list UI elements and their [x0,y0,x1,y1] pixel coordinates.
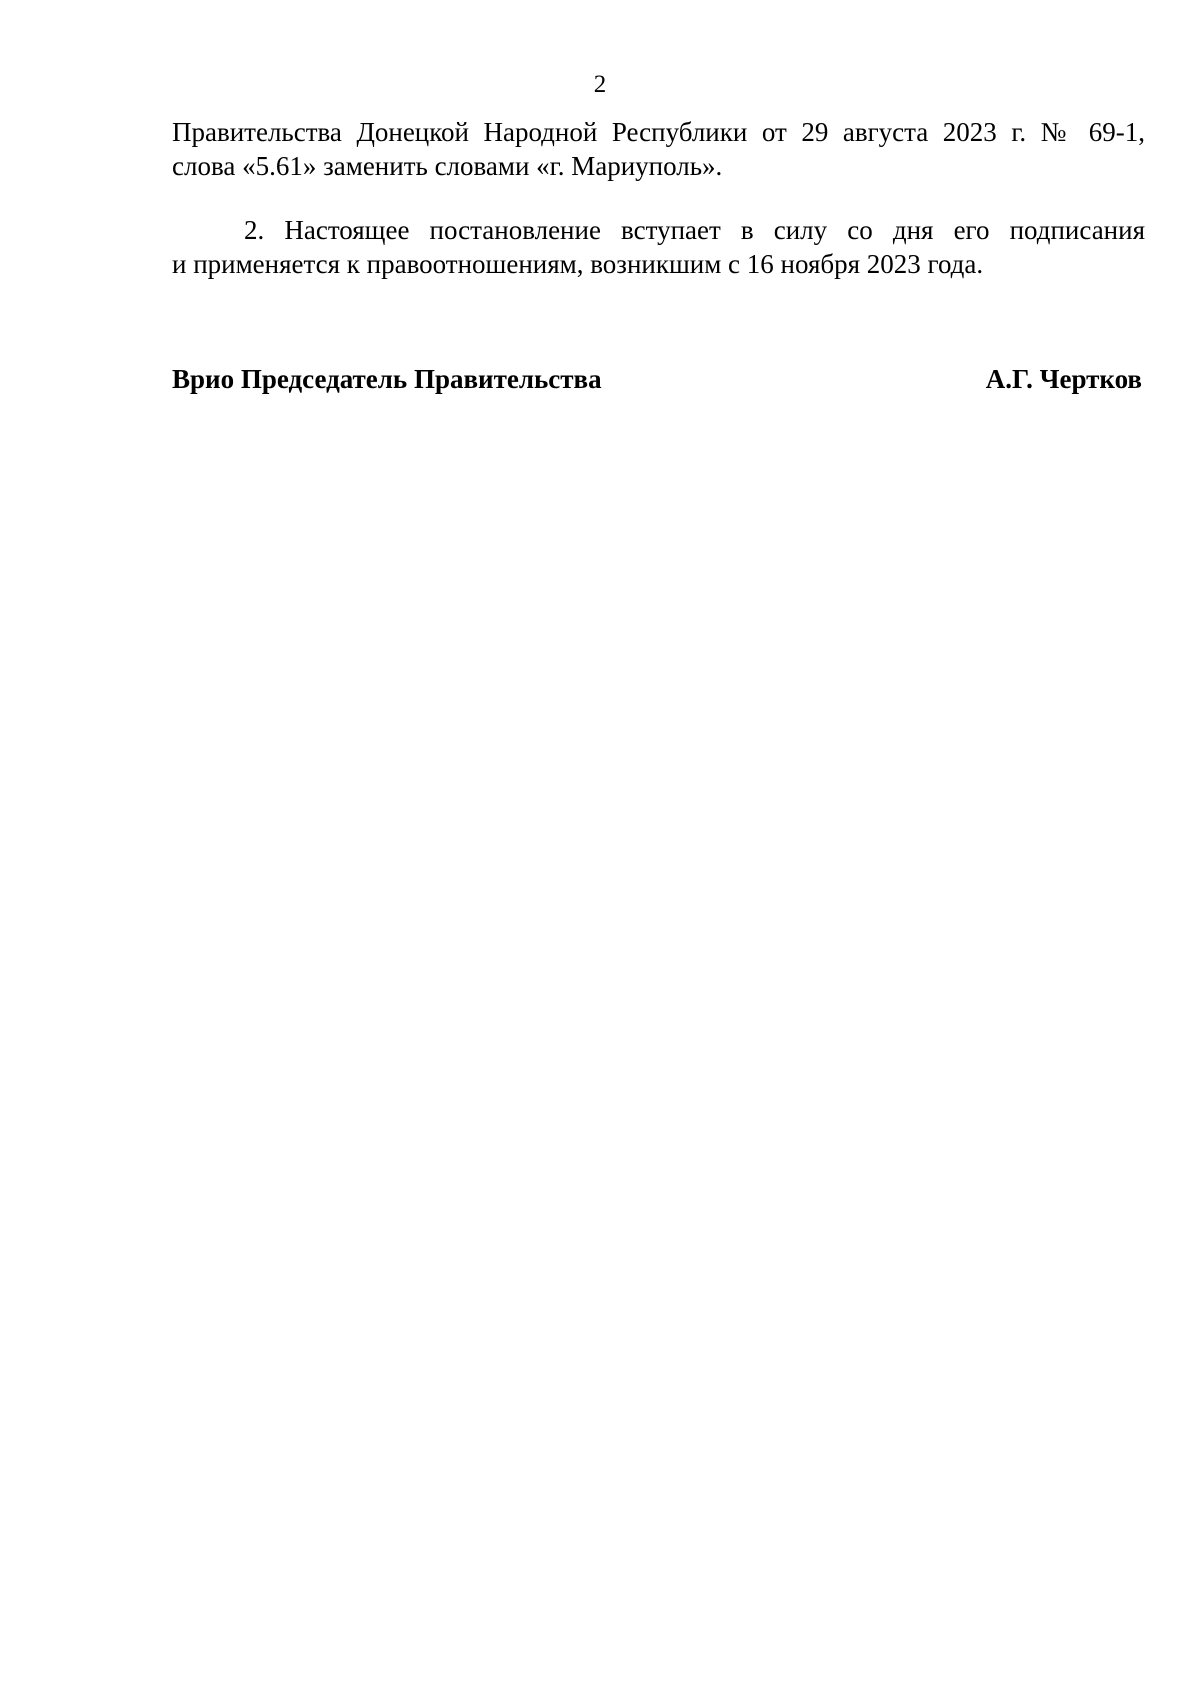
signatory-name: А.Г. Чертков [985,364,1142,394]
signature-block [172,362,1142,396]
page-number: 2 [593,71,607,98]
paragraph-line: и применяется к правоотношениям, возникшим с 16 ноября 2023 года. [172,249,984,279]
paragraph-effective-date [172,213,1145,281]
signatory-position: Врио Председатель Правительства [172,364,602,394]
paragraph-line: Правительства Донецкой Народной Республики от 29 августа 2023 г. № 69-1, [172,117,1145,147]
paragraph-continuation [172,115,1145,183]
paragraph-line: слова «5.61» заменить словами «г. Мариуполь». [172,151,723,181]
paragraph-line: 2. Настоящее постановление вступает в силу со дня его подписания [244,215,1145,245]
